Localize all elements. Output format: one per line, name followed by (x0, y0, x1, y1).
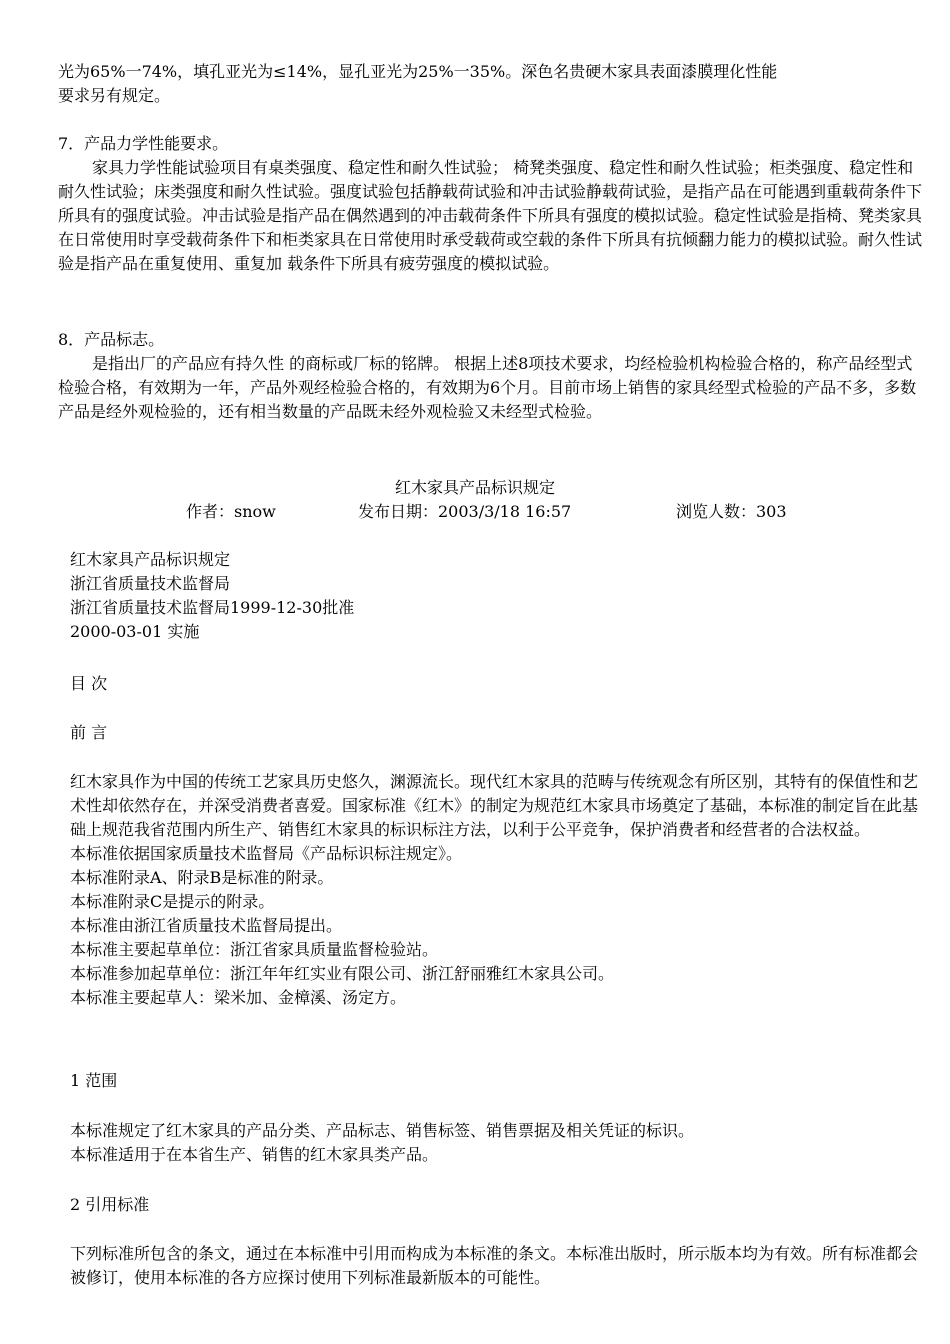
standard-header-line: 2000-03-01 实施 (70, 622, 200, 641)
scope-line: 本标准规定了红木家具的产品分类、产品标志、销售标签、销售票据及相关凭证的标识。 (70, 1121, 695, 1140)
refs (70, 1242, 925, 1290)
toc-label: 目 次 (70, 674, 108, 693)
continuation-line-1: 光为65%一74%，填孔亚光为≤14%，显孔亚光为25%一35%。深色名贵硬木家具表面漆膜理化性能 (58, 62, 778, 81)
preface-line: 本标准依据国家质量技术监督局《产品标识标注规定》。 (70, 844, 463, 863)
section-7-body: 家具力学性能试验项目有桌类强度、稳定性和耐久性试验； 椅凳类强度、稳定性和耐久性试验；柜类强度、稳定性和耐久性试验；床类强度和耐久性试验。强度试验包括静载荷试验和冲击试验静载荷试验，是指产品在可能遇到重载荷条件下所具有的强度试验。冲击试验是指产品在偶然遇到的冲击载荷条件下所具有强度的模拟试验。稳定性试验是指椅、凳类家具在日常使用时享受载荷条件下和柜类家具在日常使用时承受载荷或空载的条件下所具有抗倾翻力能力的模拟试验。耐久性试验是指产品在重复使用、重复加 载条件下所具有疲劳强度的模拟试验。 (58, 158, 923, 273)
article-views: 浏览人数：303 (676, 502, 787, 521)
refs-heading: 2 引用标准 (70, 1195, 150, 1214)
standard-header (70, 548, 925, 644)
continuation-line-2: 要求另有规定。 (58, 86, 171, 105)
article-title: 红木家具产品标识规定 (394, 478, 555, 497)
section-7-heading: 7．产品力学性能要求。 (58, 134, 229, 153)
section-8-heading: 8．产品标志。 (58, 330, 165, 349)
standard-header-line: 浙江省质量技术监督局1999-12-30批准 (70, 598, 355, 617)
article-date: 发布日期：2003/3/18 16:57 (358, 502, 572, 521)
section-7 (58, 132, 924, 276)
scope-heading: 1 范围 (70, 1071, 118, 1090)
article-author: 作者：snow (186, 502, 276, 521)
preface-line: 本标准参加起草单位：浙江年年红实业有限公司、浙江舒丽雅红木家具公司。 (70, 964, 615, 983)
preface-label: 前 言 (70, 723, 108, 742)
preface-line: 本标准附录A、附录B是标准的附录。 (70, 868, 334, 887)
preface-line: 本标准主要起草单位：浙江省家具质量监督检验站。 (70, 940, 439, 959)
scope (70, 1119, 925, 1167)
preface-paragraph: 红木家具作为中国的传统工艺家具历史悠久，渊源流长。现代红木家具的范畴与传统观念有所区别，其特有的保值性和艺术性却依然存在，并深受消费者喜爱。国家标准《红木》的制定为规范红木家具市场奠定了基础，本标准的制定旨在此基础上规范我省范围内所生产、销售红木家具的标识标注方法，以利于公平竞争，保护消费者和经营者的合法权益。 (70, 772, 919, 839)
continuation-text (58, 60, 924, 108)
preface-line: 本标准主要起草人：梁米加、金樟溪、汤定方。 (70, 988, 407, 1007)
preface-line: 本标准由浙江省质量技术监督局提出。 (70, 916, 343, 935)
standard-header-line: 浙江省质量技术监督局 (70, 574, 231, 593)
section-8-body: 是指出厂的产品应有持久性 的商标或厂标的铭牌。 根据上述8项技术要求，均经检验机构检验合格的，称产品经型式检验合格，有效期为一年，产品外观经检验合格的，有效期为6个月。目前市场上销售的家具经型式检验的产品不多，多数产品是经外观检验的，还有相当数量的产品既未经外观检验又未经型式检验。 (58, 354, 917, 421)
section-8 (58, 328, 924, 424)
preface (70, 770, 925, 1010)
refs-paragraph: 下列标准所包含的条文，通过在本标准中引用而构成为本标准的条文。本标准出版时，所示版本均为有效。所有标准都会被修订，使用本标准的各方应探讨使用下列标准最新版本的可能性。 (70, 1244, 919, 1287)
scope-line: 本标准适用于在本省生产、销售的红木家具类产品。 (70, 1145, 439, 1164)
preface-line: 本标准附录C是提示的附录。 (70, 892, 275, 911)
standard-header-line: 红木家具产品标识规定 (70, 550, 231, 569)
